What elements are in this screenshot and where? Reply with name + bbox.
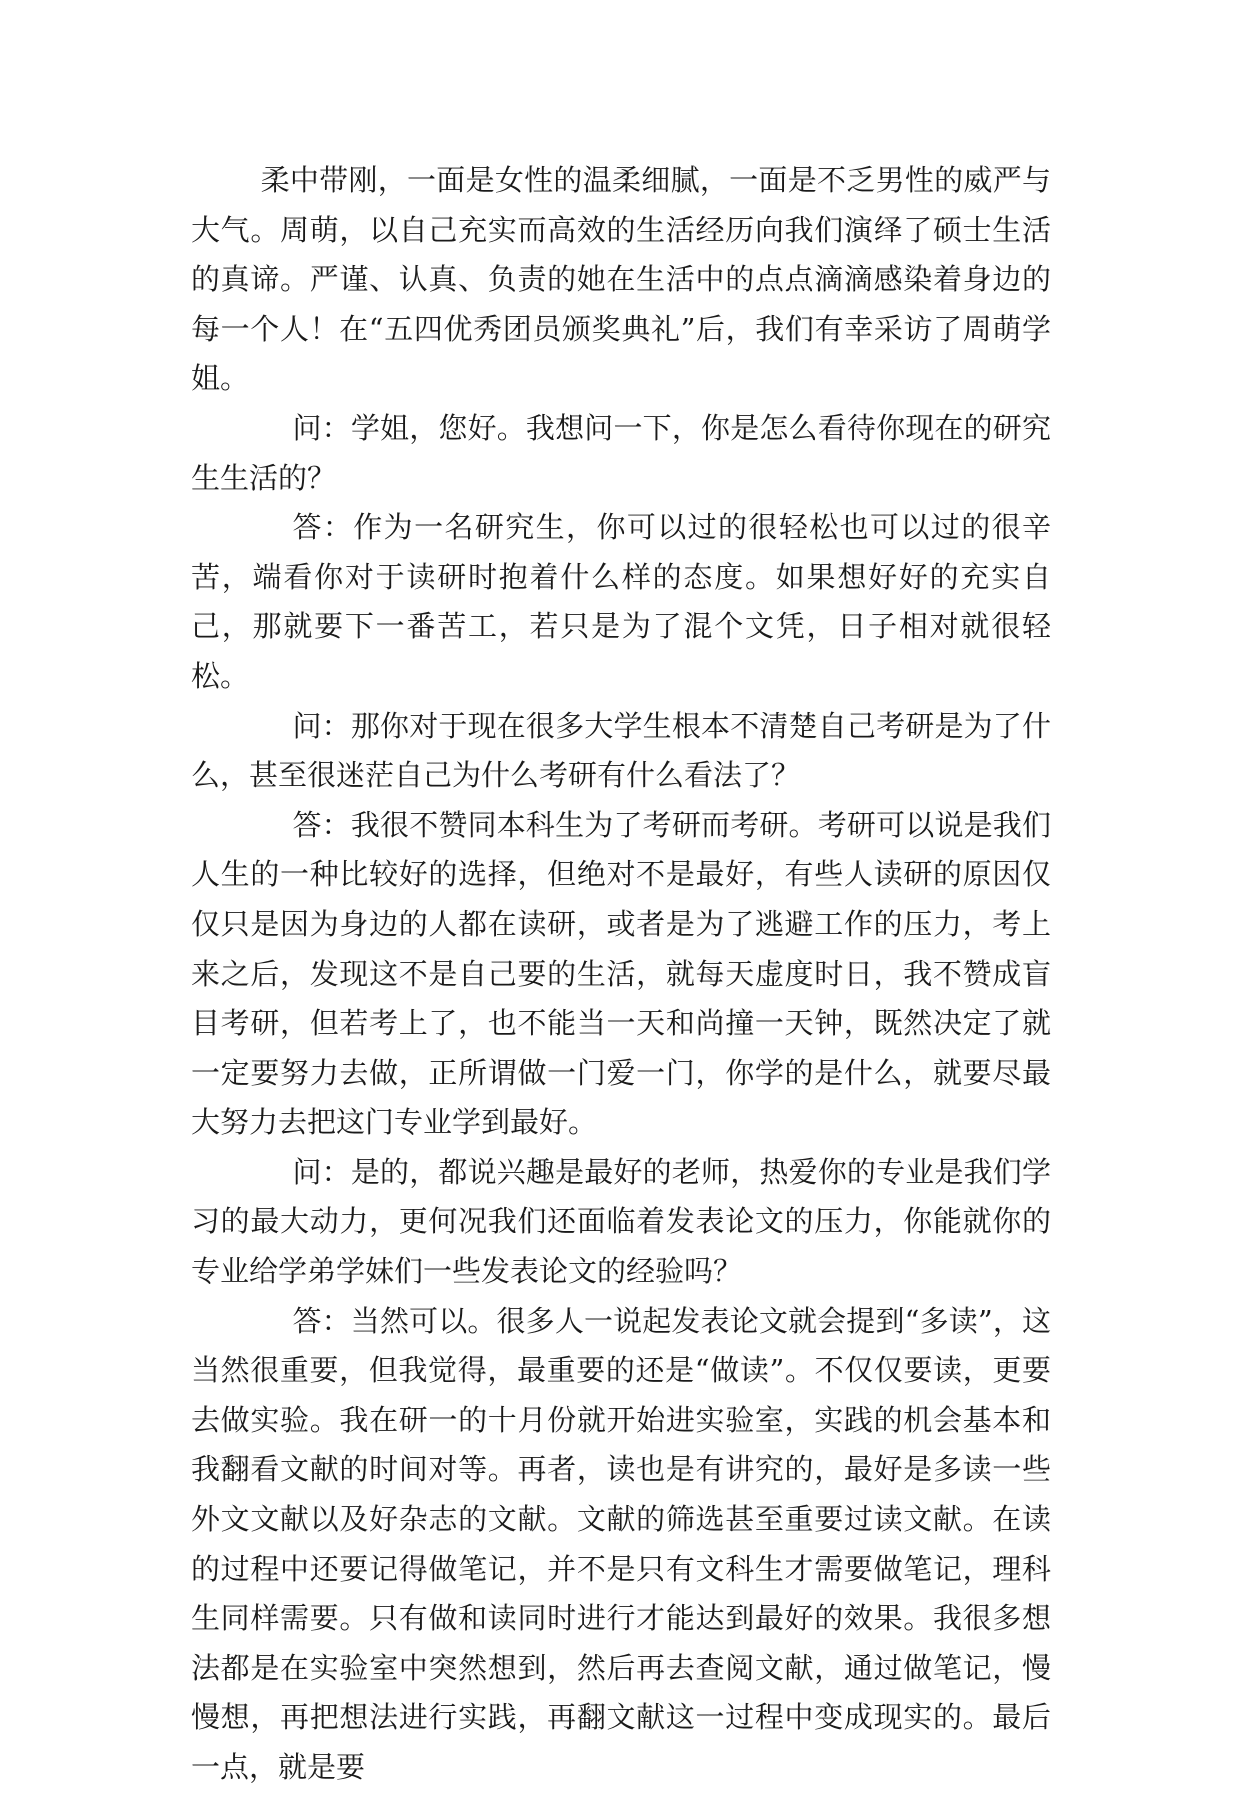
article-body: [191, 156, 1051, 1793]
intro-paragraph: 柔中带刚，一面是女性的温柔细腻，一面是不乏男性的威严与大气。周萌，以自己充实而高效的生活经历向我们演绎了硕士生活的真谛。严谨、认真、负责的她在生活中的点点滴滴感染着身边的每一个人！在“五四优秀团员颁奖典礼”后，我们有幸采访了周萌学姐。: [191, 163, 1051, 396]
question-paragraph-3: 问：是的，都说兴趣是最好的老师，热爱你的专业是我们学习的最大动力，更何况我们还面临着发表论文的压力，你能就你的专业给学弟学妹们一些发表论文的经验吗？: [191, 1154, 1051, 1289]
answer-paragraph-1: 答：作为一名研究生，你可以过的很轻松也可以过的很辛苦，端看你对于读研时抱着什么样的态度。如果想好好的充实自己，那就要下一番苦工，若只是为了混个文凭，日子相对就很轻松。: [191, 510, 1051, 693]
answer-paragraph-3: 答：当然可以。很多人一说起发表论文就会提到“多读”，这当然很重要，但我觉得，最重要的还是“做读”。不仅仅要读，更要去做实验。我在研一的十月份就开始进实验室，实践的机会基本和我翻看文献的时间对等。再者，读也是有讲究的，最好是多读一些外文文献以及好杂志的文献。文献的筛选甚至重要过读文献。在读的过程中还要记得做笔记，并不是只有文科生才需要做笔记，理科生同样需要。只有做和读同时进行才能达到最好的效果。我很多想法都是在实验室中突然想到，然后再去查阅文献，通过做笔记，慢慢想，再把想法进行实践，再翻文献这一过程中变成现实的。最后一点，就是要: [191, 1303, 1051, 1784]
question-paragraph-1: 问：学姐，您好。我想问一下，你是怎么看待你现在的研究生生活的？: [191, 410, 1051, 495]
question-paragraph-2: 问：那你对于现在很多大学生根本不清楚自己考研是为了什么，甚至很迷茫自己为什么考研有什么看法了？: [191, 708, 1051, 793]
answer-paragraph-2: 答：我很不赞同本科生为了考研而考研。考研可以说是我们人生的一种比较好的选择，但绝对不是最好，有些人读研的原因仅仅只是因为身边的人都在读研，或者是为了逃避工作的压力，考上来之后，发现这不是自己要的生活，就每天虚度时日，我不赞成盲目考研，但若考上了，也不能当一天和尚撞一天钟，既然决定了就一定要努力去做，正所谓做一门爱一门，你学的是什么，就要尽最大努力去把这门专业学到最好。: [191, 807, 1051, 1140]
